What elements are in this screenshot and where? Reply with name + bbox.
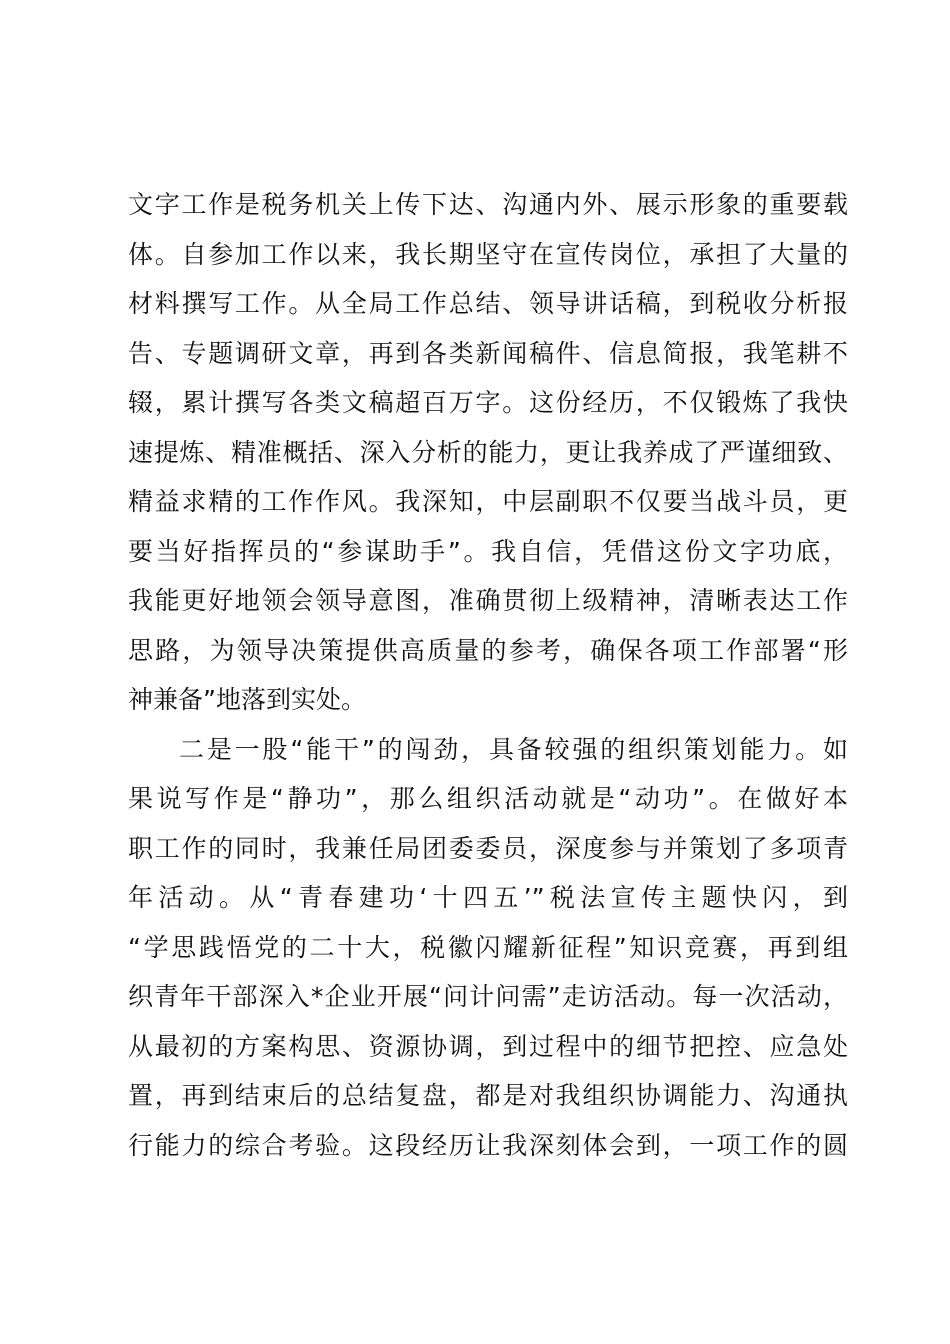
text-line: 二是一股“能干”的闯劲，具备较强的组织策划能力。如 [179, 734, 848, 764]
text-line: 材料撰写工作。从全局工作总结、领导讲话稿，到税收分析报 [128, 289, 848, 318]
body-text [128, 180, 848, 1170]
text-line: 年活动。从“青春建功‘十四五’”税法宣传主题快闪，到 [128, 883, 848, 912]
paragraph-2 [128, 725, 848, 1171]
text-line: 置，再到结束后的总结复盘，都是对我组织协调能力、沟通执 [128, 1081, 848, 1110]
text-line: 告、专题调研文章，再到各类新闻稿件、信息简报，我笔耕不 [128, 338, 848, 368]
text-line: 速提炼、精准概括、深入分析的能力，更让我养成了严谨细致、 [128, 437, 848, 467]
text-line: 我能更好地领会领导意图，准确贯彻上级精神，清晰表达工作 [128, 586, 848, 615]
text-line: 辍，累计撰写各类文稿超百万字。这份经历，不仅锻炼了我快 [128, 388, 848, 417]
text-line: 果说写作是“静功”，那么组织活动就是“动功”。在做好本 [128, 784, 848, 813]
paragraph-1 [128, 180, 848, 725]
text-line: 精益求精的工作作风。我深知，中层副职不仅要当战斗员，更 [128, 487, 848, 516]
text-line: 思路，为领导决策提供高质量的参考，确保各项工作部署“形 [128, 635, 848, 665]
text-line: 神兼备”地落到实处。 [128, 685, 366, 714]
text-line: 文字工作是税务机关上传下达、沟通内外、展示形象的重要载 [128, 190, 848, 219]
text-line: 行能力的综合考验。这段经历让我深刻体会到，一项工作的圆 [128, 1130, 848, 1160]
text-line: 体。自参加工作以来，我长期坚守在宣传岗位，承担了大量的 [128, 239, 848, 269]
text-line: 职工作的同时，我兼任局团委委员，深度参与并策划了多项青 [128, 833, 848, 863]
text-line: 从最初的方案构思、资源协调，到过程中的细节把控、应急处 [128, 1031, 848, 1061]
text-line: 织青年干部深入*企业开展“问计问需”走访活动。每一次活动， [128, 982, 848, 1011]
text-line: “学思践悟党的二十大，税徽闪耀新征程”知识竞赛，再到组 [128, 932, 848, 962]
text-line: 要当好指挥员的“参谋助手”。我自信，凭借这份文字功底， [128, 536, 848, 566]
